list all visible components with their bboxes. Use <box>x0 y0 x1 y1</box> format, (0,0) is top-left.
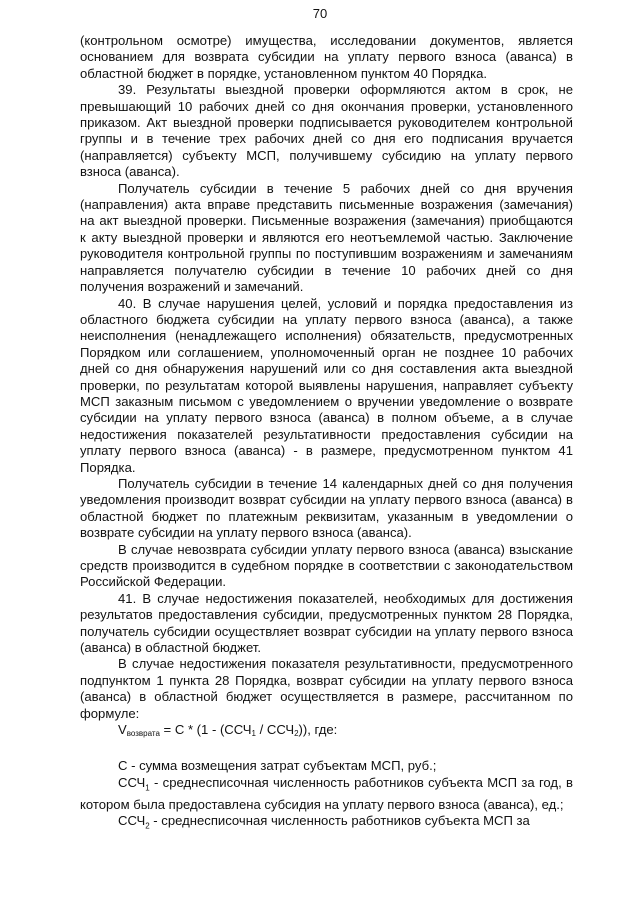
paragraph-return-deadline: Получатель субсидии в течение 14 календарных дней со дня получения уведомления производит возврат субсидии на уплату первого взноса (аванса) в областной бюджет по платежным реквизитам, указанным в уведомлении о возврате субсидии на уплату первого взноса (аванса). <box>80 475 573 541</box>
definition-ssch1: $ССЧ_1$ - среднесписочная численность работников субъекта МСП за год, в котором была предоставлена субсидия на уплату первого взноса (аванса), ед.; <box>80 774 573 812</box>
page-number: 70 <box>312 6 328 21</box>
body-text <box>80 33 573 835</box>
paragraph-objections: Получатель субсидии в течение 5 рабочих дней со дня вручения (направления) акта вправе представить письменные возражения (замечания) на акт выездной проверки. Письменные возражения (замечания) приобщаются к акту выездной проверки и являются его неотъемлемой частью. Заключение руководителя контрольной группы по поступившим возражениям и замечаниям направляется получателю субсидии в течение 10 рабочих дней со дня получения возражений и замечаний. <box>80 180 573 295</box>
paragraph-40: 40. В случае нарушения целей, условий и порядка предоставления из областного бюджета субсидии на уплату первого взноса (аванса), а также неисполнения (ненадлежащего исполнения) обязательств, предусмотренных Порядком или соглашением, уполномоченный орган не позднее 10 рабочих дней со дня обнаружения нарушений или со дня составления акта выездной проверки, по результатам которой выявлены нарушения, направляет субъекту МСП заказным письмом с уведомлением о вручении уведомление о возврате субсидии на уплату первого взноса (аванса) в полном объеме, а в случае недостижения показателей результативности предоставления субсидии на уплату первого взноса (аванса) - в размере, предусмотренном пунктом 41 Порядка. <box>80 295 573 475</box>
return-formula: $V_{возврата} = С * (1 - (ССЧ_1 / ССЧ_2))$, где: <box>118 722 338 739</box>
paragraph-non-return: В случае невозврата субсидии уплату первого взноса (аванса) взыскание средств производится в судебном порядке в соответствии с законодательством Российской Федерации. <box>80 541 573 590</box>
paragraph-41: 41. В случае недостижения показателей, необходимых для достижения результатов предоставления субсидии, предусмотренных пунктом 28 Порядка, получатель субсидии осуществляет возврат субсидии на уплату первого взноса (аванса) в областной бюджет. <box>80 590 573 656</box>
definition-c: С - сумма возмещения затрат субъектам МСП, руб.; <box>118 758 437 774</box>
paragraph-39: 39. Результаты выездной проверки оформляются актом в срок, не превышающий 10 рабочих дней со дня окончания проверки, установленного приказом. Акт выездной проверки подписывается руководителем контрольной группы и в течение трех рабочих дней со дня его подписания вручается (направляется) субъекту МСП, получившему субсидию на уплату первого взноса (аванса). <box>80 82 573 180</box>
blank-line <box>80 742 573 758</box>
paragraph-continuation: (контрольном осмотре) имущества, исследовании документов, является основанием для возврата субсидии на уплату первого взноса (аванса) в областной бюджет в порядке, установленном пунктом 40 Порядка. <box>80 33 573 81</box>
paragraph-formula-intro: В случае недостижения показателя результативности, предусмотренного подпунктом 1 пункта 28 Порядка, возврат субсидии на уплату первого взноса (аванса) в областной бюджет осуществляется в размере, рассчитанном по формуле: <box>80 656 573 721</box>
definition-ssch2: $ССЧ_2$ - среднесписочная численность работников субъекта МСП за <box>118 813 530 831</box>
